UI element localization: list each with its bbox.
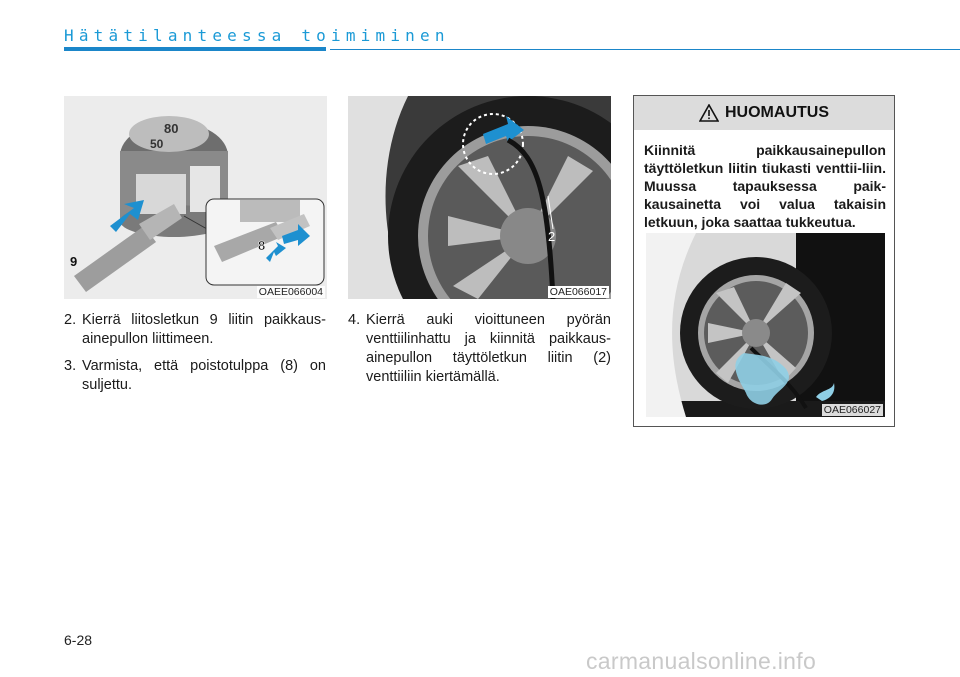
step-item [64,357,326,395]
notice-text: Kiinnitä paikkausainepullon täyttöletkun liitin tiukasti venttii-liin. Muussa tapauksessa paik-kausainetta voi valua takaisin letkuun, joka saattaa tukkeutua. [644,142,886,230]
section-title: Hätätilanteessa toimiminen [64,26,450,45]
warning-triangle-icon [699,104,719,122]
notice-header [634,96,894,130]
sealant-leak-illustration [646,233,885,417]
figure-sealant-bottle [64,96,327,299]
callout-2: 2 [548,229,556,244]
figure-code: OAE066027 [823,404,881,416]
figure-sealant-leak [646,233,885,417]
gauge-50-label: 50 [150,137,164,151]
gauge-80-label: 80 [164,121,179,136]
step-text: Kierrä auki vioittuneen pyörän venttiilinhattu ja kiinnitä paikkaus-ainepullon täyttöletkun liitin (2) venttiiliin kiertämällä. [366,312,611,385]
wheel-valve-illustration [348,96,611,299]
notice-title: HUOMAUTUS [725,104,829,121]
step-item [348,311,611,387]
figure-code: OAE066017 [549,286,607,298]
step-number: 3. [64,358,77,374]
watermark-text: carmanualsonline.info [586,648,817,674]
header-rule-thin [330,49,960,50]
step-number: 4. [348,312,361,328]
step-number: 2. [64,312,77,328]
instruction-column-2 [348,311,611,395]
header-rule-thick [64,47,326,51]
page-number: 6-28 [64,632,93,648]
step-text: Varmista, että poistotulppa (8) on suljettu. [82,358,326,393]
figure-code: OAEE066004 [258,286,323,298]
sealant-bottle-illustration [64,96,327,299]
step-text: Kierrä liitosletkun 9 liitin paikkaus-ainepullon liittimeen. [82,312,326,347]
callout-9: 9 [70,254,78,269]
instruction-column-1 [64,311,326,403]
callout-8: 8 [258,238,266,253]
figure-wheel-valve [348,96,611,299]
step-item [64,311,326,349]
